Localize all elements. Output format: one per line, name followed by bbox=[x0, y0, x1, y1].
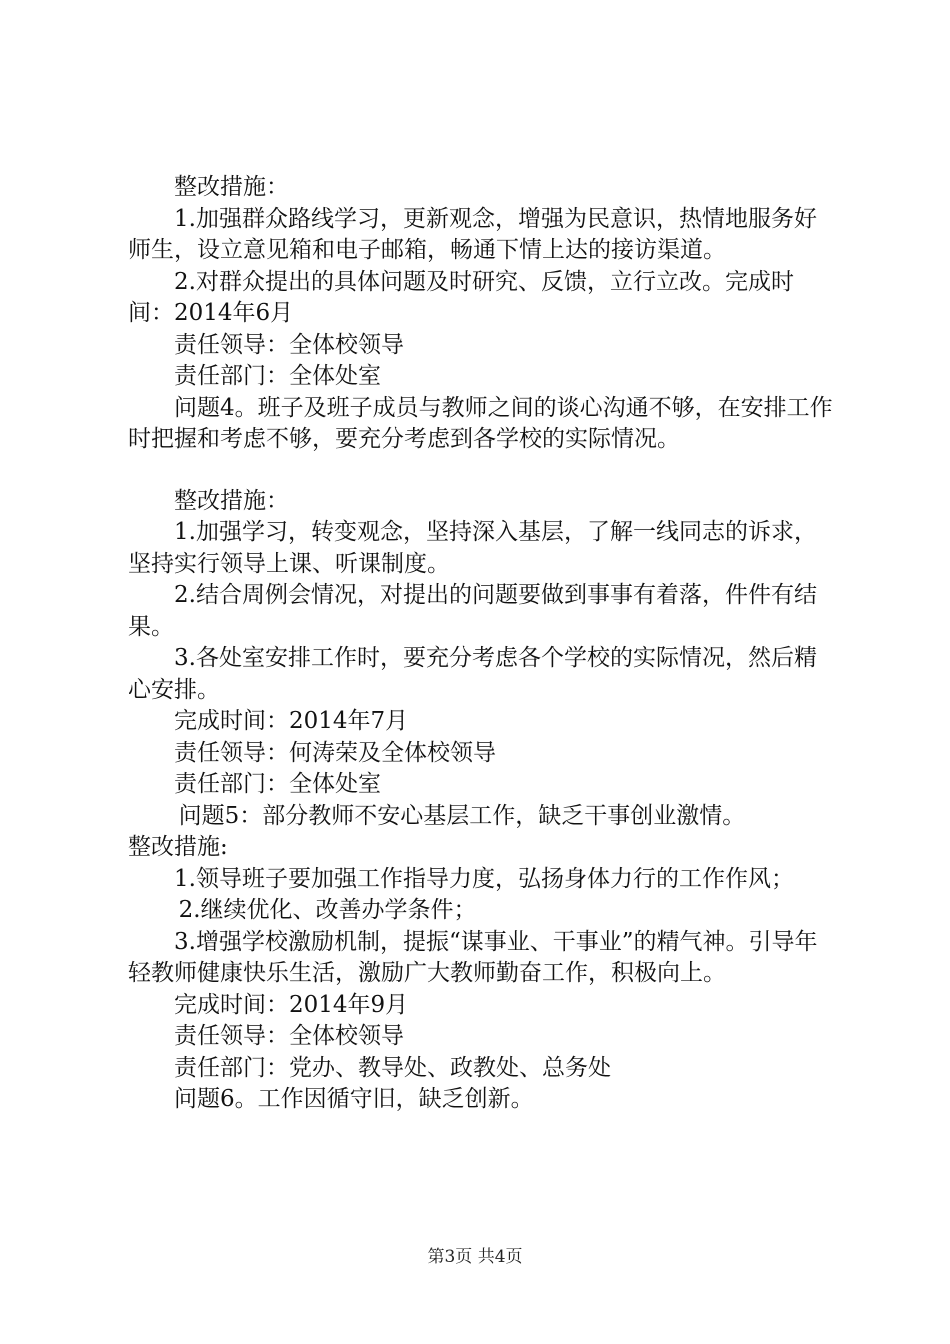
completion-time: 完成时间：2014年7月 bbox=[174, 708, 409, 734]
problem-item: 问题4。班子及班子成员与教师之间的谈心沟通不够，在安排工作时把握和考虑不够，要充分考虑到各学校的实际情况。 bbox=[128, 394, 833, 452]
page-footer: 第3页 共4页 bbox=[427, 1247, 523, 1267]
section-heading-measures: 整改措施: bbox=[128, 834, 228, 860]
responsible-leader: 责任领导：何涛荣及全体校领导 bbox=[174, 739, 496, 766]
responsible-department: 责任部门：全体处室 bbox=[174, 771, 381, 797]
responsible-leader: 责任领导：全体校领导 bbox=[174, 331, 404, 358]
responsible-department: 责任部门：全体处室 bbox=[174, 363, 381, 389]
problem-item: 问题5：部分教师不安心基层工作，缺乏干事创业激情。 bbox=[178, 802, 746, 829]
measure-item: 1.领导班子要加强工作指导力度，弘扬身体力行的工作作风； bbox=[174, 865, 794, 892]
measure-item: 3.增强学校激励机制，提振“谋事业、干事业”的精气神。引导年轻教师健康快乐生活，激励广大教师勤奋工作，积极向上。 bbox=[128, 928, 818, 986]
paragraph-gap bbox=[128, 456, 838, 486]
responsible-department: 责任部门：党办、教导处、政教处、总务处 bbox=[174, 1054, 611, 1081]
measure-item: 1.加强群众路线学习，更新观念，增强为民意识，热情地服务好师生，设立意见箱和电子邮箱，畅通下情上达的接访渠道。 bbox=[128, 205, 817, 263]
measure-item: 1.加强学习，转变观念，坚持深入基层，了解一线同志的诉求，坚持实行领导上课、听课制度。 bbox=[128, 519, 817, 577]
document-body bbox=[128, 172, 838, 1116]
problem-item: 问题6。工作因循守旧，缺乏创新。 bbox=[174, 1086, 534, 1112]
measure-item: 2.对群众提出的具体问题及时研究、反馈，立行立改。完成时间：2014年6月 bbox=[128, 268, 794, 326]
completion-time: 完成时间：2014年9月 bbox=[174, 991, 409, 1018]
measure-item: 2.继续优化、改善办学条件； bbox=[178, 897, 477, 923]
section-heading-measures: 整改措施： bbox=[174, 174, 289, 200]
measure-item: 2.结合周例会情况，对提出的问题要做到事事有着落，件件有结果。 bbox=[128, 582, 817, 640]
responsible-leader: 责任领导：全体校领导 bbox=[174, 1023, 404, 1049]
measure-item: 3.各处室安排工作时，要充分考虑各个学校的实际情况，然后精心安排。 bbox=[128, 645, 817, 703]
section-heading-measures: 整改措施： bbox=[174, 487, 289, 514]
